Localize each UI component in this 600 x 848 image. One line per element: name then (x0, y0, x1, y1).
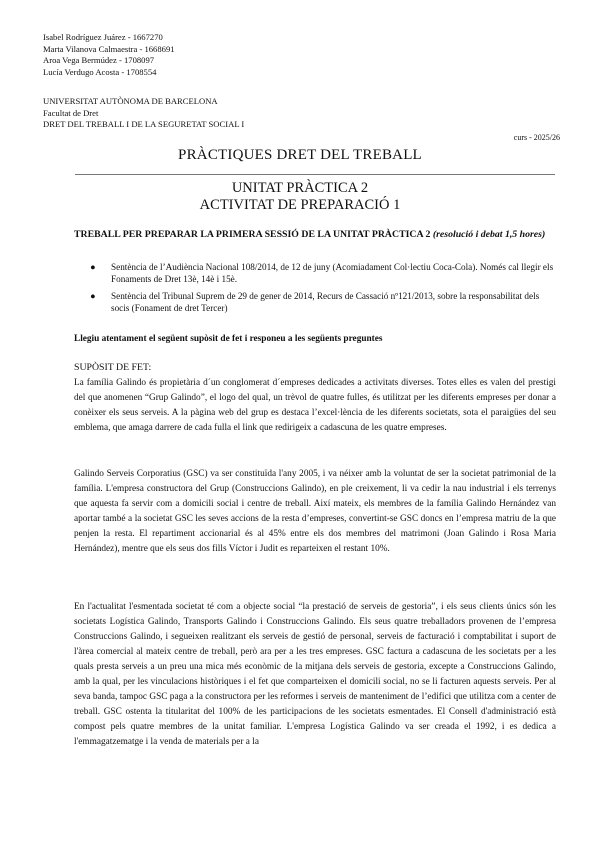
reading-item-text: Sentència del Tribunal Suprem de 29 de gener de 2014, Recurs de Cassació nº121/2013, sobre la responsabilitat dels socis (Fonament de dret Tercer) (111, 290, 540, 314)
reading-item-text: Sentència de l’Audiència Nacional 108/2014, de 12 de juny (Acomiadament Col·lectiu Coca-Cola). Només cal llegir els Fonaments de Dret 13è, 14è i 15è. (111, 262, 554, 285)
university-name: UNIVERSITAT AUTÒNOMA DE BARCELONA (43, 96, 218, 106)
body-paragraph: Galindo Serveis Corporatius (GSC) va ser constituïda l'any 2005, i va néixer amb la voluntat de ser la societat patrimonial de la família. L'empresa constructora del Grup (Construccions Galindo), en ple creixement, li va cedir la nau industrial i els terrenys que aquesta fa servir com a domicili social i centre de treball. Així mateix, els membres de la família Galindo Hernández van aportar també a la societat GSC les seves accions de la resta d’empreses, convertint-se GSC doncs en l’empresa matriu de la que penjen la resta. El repartiment accionarial és al 45% entre els dos membres del matrimoni (Joan Galindo i Rosa Maria Hernández), mentre que els seus dos fills Víctor i Judit es reparteixen el restant 10%. (74, 469, 556, 554)
subject-name: DRET DEL TREBALL I DE LA SEGURETAT SOCIAL I (43, 119, 245, 130)
instruction-text: Llegiu atentament el següent supòsit de fet i responeu a les següents preguntes (74, 334, 383, 344)
course-year: curs - 2025/26 (513, 133, 560, 142)
facts-heading: SUPÒSIT DE FET: (74, 362, 152, 373)
assignment-heading (74, 229, 556, 241)
author-list (43, 32, 175, 78)
body-paragraph: En l'actualitat l'esmentada societat té com a objecte social “la prestació de serveis de gestoria”, i els seus clients únics són les societats Logística Galindo, Transports Galindo i Construccions Galindo. Els seus quatre treballadors provenen de l’empresa Construccions Galindo, i segueixen realitzant els serveis de gestió de personal, serveis de facturació i comptabilitat i suport de l'àrea comercial al mateix centre de treball, però ara per a les tres empreses. GSC factura a cadascuna de les societats per a les quals presta serveis a un preu una mica més econòmic de la mitjana dels serveis de gestoria, excepte a Construccions Galindo, amb la qual, per les vinculacions històriques i el fet que comparteixen el domicili social, no se li facturen aquests serveis. Per al seva banda, tampoc GSC paga a la constructora per les reformes i serveis de manteniment de l’edifici que utilitza com a center de treball. GSC ostenta la titularitat del 100% de les participacions de les societats esmentades. El Consell d'administració està compost pels quatre membres de la unitat familiar. L'empresa Logística Galindo va ser creada el 1992, i es dedica a l'emmagatzematge i la venda de materials per a la (74, 602, 556, 747)
reading-list (90, 261, 556, 319)
author-name: Lucía Verdugo Acosta - 1708554 (43, 66, 157, 77)
reading-item (90, 290, 556, 315)
author-name: Marta Vilanova Calmaestra - 1668691 (43, 43, 175, 54)
activity-title-line: ACTIVITAT DE PREPARACIÓ 1 (199, 197, 401, 213)
title-divider (75, 174, 555, 175)
unit-title-line: UNITAT PRÀCTICA 2 (231, 180, 369, 196)
assignment-title: TREBALL PER PREPARAR LA PRIMERA SESSIÓ DE LA UNITAT PRÀCTICA 2 (74, 229, 431, 240)
body-paragraph: La família Galindo és propietària d´un conglomerat d´empreses dedicades a activitats diverses. Totes elles es valen del prestigi del que anomenen “Grup Galindo”, el logo del qual, un trèvol de quatre fulles, és utilitzat per les diferents empreses per donar a conèixer els seus serveis. A la pàgina web del grup es destaca l’excel·lència de les diferents societats, sota el paraigües del seu emblema, que amaga darrere de cada fulla el link que redirigeix a cadascuna de les quatre empreses. (74, 378, 556, 433)
faculty-name: Facultat de Dret (43, 107, 99, 118)
assignment-duration: (resolució i debat 1,5 hores) (432, 229, 546, 240)
bullet-icon: ● (90, 262, 96, 272)
unit-title (0, 180, 600, 214)
main-title: PRÀCTIQUES DRET DEL TREBALL (178, 147, 422, 163)
bullet-icon: ● (90, 290, 96, 301)
reading-item (90, 261, 556, 286)
author-name: Aroa Vega Bermúdez - 1708097 (43, 55, 155, 66)
author-name: Isabel Rodríguez Juárez - 1667270 (43, 32, 163, 42)
institution-block (43, 96, 244, 131)
